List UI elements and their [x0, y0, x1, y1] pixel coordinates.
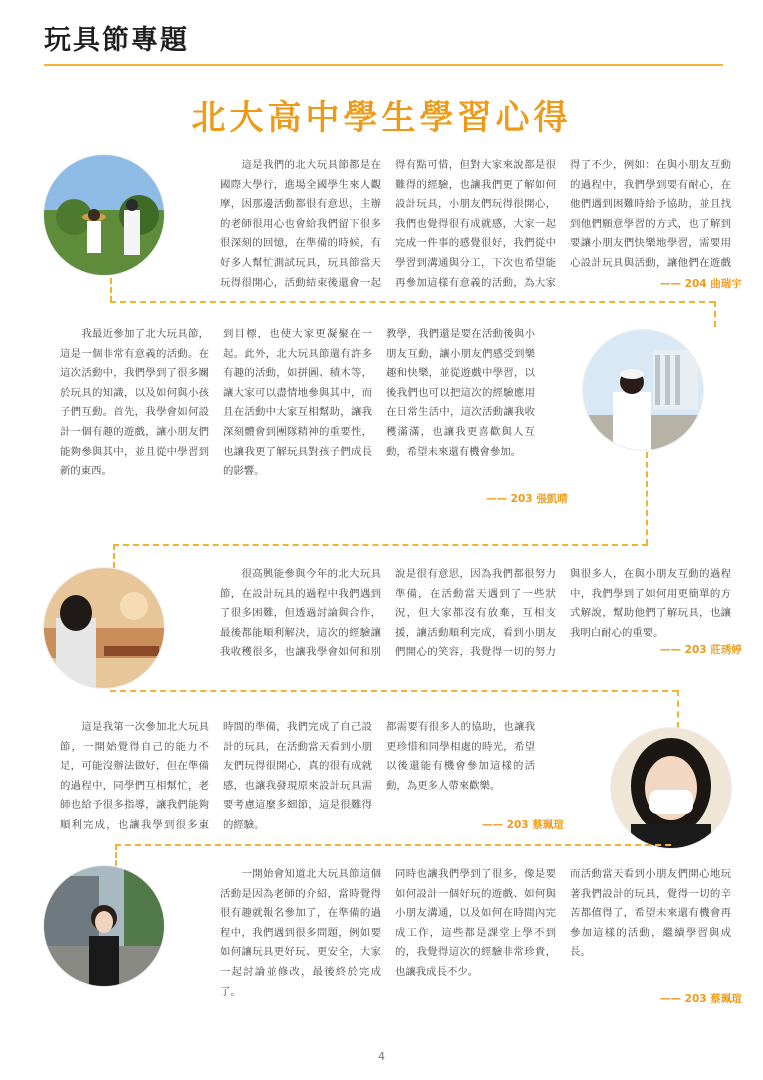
section-5-column: 一開始會知道北大玩具節這個活動是因為老師的介紹，當時覺得很有趣就報名參加了，在準備的過程中，我們遇到很多問題，例如要如何讓玩具更好玩、更安全，大家一起討論並修改，最後終於完成了。: [220, 868, 381, 998]
student-photo-2: [583, 330, 703, 450]
student-photo-1: [44, 155, 164, 275]
section-3-column: 說是很有意思，因為我們都很努力準備，在活動當天遇到了一些狀況，但大家都沒有放棄，互相支援，讓活動順利完成，看到小朋友們開心的笑容，我覺得一切的努力: [395, 568, 556, 659]
section-4-column: 這是我第一次參加北大玩具節，一開始覺得自己的能力不足，可能沒辦法做好，但在準備的過程中，同學們互相幫忙，老師也給予很多指導，讓我們能夠順利完成，也讓我學到很多東: [60, 721, 209, 831]
section-2-column: 到目標，也使大家更凝聚在一起。此外，北大玩具節還有許多有趣的活動，如拼圖、積木等，讓大家可以盡情地參與其中，而且在活動中大家互相幫助，讓我深刻體會到團隊精神的重要性，也讓我更了解玩具對孩子們成長的影響。: [223, 328, 372, 478]
dashed-connector: [677, 690, 679, 728]
signature-2: —— 203 張凱晴: [486, 493, 568, 505]
student-photo-3: [44, 568, 164, 688]
article-title: 北大高中學生學習心得: [191, 98, 572, 138]
signature-1: —— 204 曲瑞宇: [660, 278, 742, 290]
section-3-text: [220, 565, 731, 663]
section-2-column: 教學，我們還是要在活動後與小朋友互動，讓小朋友們感受到樂趣和快樂，並從遊戲中學習，以後我們也可以把這次的經驗應用在日常生活中，這次活動讓我收穫滿滿，也讓我更喜歡與人互動，希望未來還有機會參加。: [386, 328, 535, 458]
signature-3: —— 203 莊琇婷: [660, 644, 742, 656]
section-2-text: [60, 325, 535, 521]
section-3-column: 很高興能參與今年的北大玩具節，在設計玩具的過程中我們遇到了很多困難，但透過討論與合作，最後都能順利解決，這次的經驗讓我收穫很多，也讓我學會如何和別: [220, 568, 381, 659]
dashed-connector: [110, 690, 678, 692]
section-1-column: 得有點可惜，但對大家來說都是很難得的經驗，也讓我們更了解如何設計玩具，小朋友們玩得很開心，我們也覺得很有成就感，大家一起完成一件事的感覺很好，我們從中學習到溝通與分工，下次也希望能再參加這樣有意義的活動，為大家: [395, 159, 556, 289]
section-4-text: [60, 718, 535, 836]
section-4-column: 都需要有很多人的協助，也讓我更珍惜和同學相處的時光，希望以後還能有機會參加這樣的活動，為更多人帶來歡樂。: [386, 721, 535, 792]
section-5-column: 而活動當天看到小朋友們開心地玩著我們設計的玩具，覺得一切的辛苦都值得了，希望未來還有機會再參加這樣的活動，繼續學習與成長。: [570, 868, 731, 959]
dashed-connector: [115, 844, 671, 846]
section-1-column: 得了不少，例如：在與小朋友互動的過程中，我們學到要有耐心，在他們遇到困難時給予協助，並且找到他們願意學習的方式，也了解到要讓小朋友們快樂地學習，需要用心設計玩具與活動，讓他們在遊戲: [570, 159, 731, 269]
section-2-column: 我最近參加了北大玩具節，這是一個非常有意義的活動。在這次活動中，我們學到了很多關於玩具的知識，以及如何與小孩子們互動。首先，我學會如何設計一個有趣的遊戲，讓小朋友們能夠參與其中，並且從中學習到新的東西。: [60, 328, 209, 478]
section-3-column: 與很多人，在與小朋友互動的過程中，我們學到了如何用更簡單的方式解說，幫助他們了解玩具，也讓我明白耐心的重要。: [570, 568, 731, 639]
dashed-connector: [646, 452, 648, 545]
signature-4: —— 203 蔡珮瑄: [482, 819, 564, 831]
section-header: 玩具節專題: [44, 25, 189, 56]
dashed-connector: [714, 301, 716, 327]
section-1-text: [220, 156, 731, 293]
dashed-connector: [113, 544, 648, 546]
section-5-column: 同時也讓我們學到了很多，像是要如何設計一個好玩的遊戲、如何與小朋友溝通，以及如何在時間內完成工作，這些都是課堂上學不到的，我覺得這次的經驗非常珍貴，也讓我成長不少。: [395, 868, 556, 978]
dashed-connector: [115, 844, 117, 866]
header-divider: [44, 64, 723, 66]
section-5-text: [220, 865, 731, 1022]
signature-5: —— 203 蔡珮瑄: [660, 993, 742, 1005]
dashed-connector: [110, 301, 715, 303]
section-1-column: 這是我們的北大玩具節都是在國際大學行，進場全國學生來人觀摩，因那邊活動都很有意思，主辦的老師很用心也會給我們留下很多很深刻的回憶，在準備的時候，有好多人幫忙測試玩具，玩具節當天玩得很開心，活動結束後還會一起: [220, 159, 381, 289]
dashed-connector: [113, 544, 115, 568]
section-4-column: 時間的準備，我們完成了自己設計的玩具，在活動當天看到小朋友們玩得很開心，真的很有成就感，也讓我發現原來設計玩具需要考慮這麼多細節，這是很難得的經驗。: [223, 721, 372, 831]
page-number: 4: [378, 1050, 385, 1063]
student-photo-5: [44, 866, 164, 986]
student-photo-4: [611, 728, 731, 848]
dashed-connector: [110, 278, 112, 302]
